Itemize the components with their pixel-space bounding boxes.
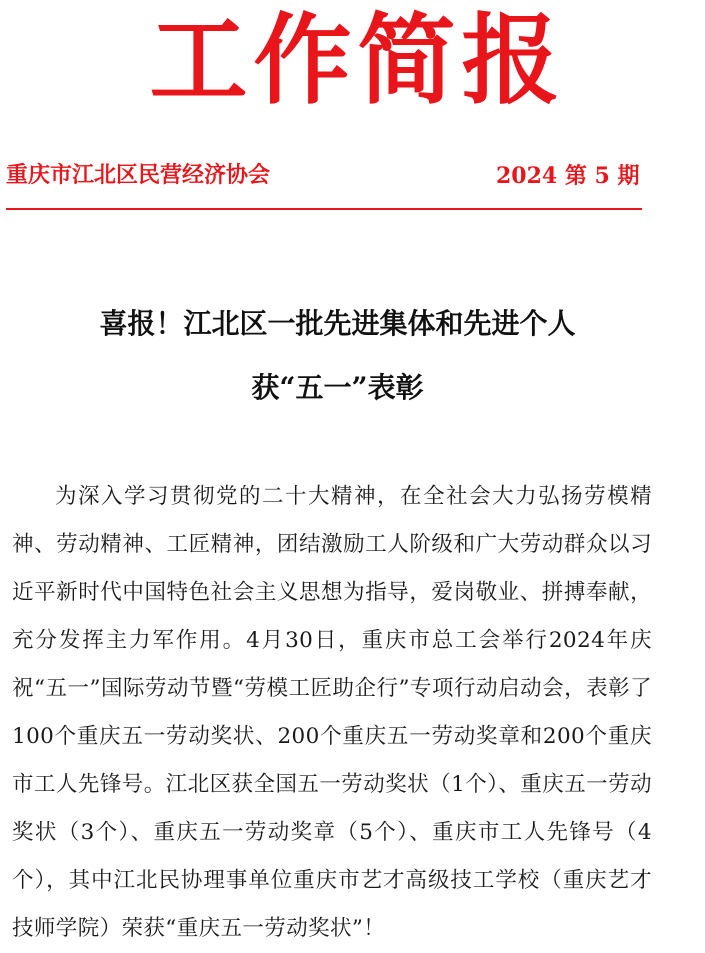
header-divider bbox=[6, 208, 642, 210]
article-headline-line-1: 喜报！江北区一批先进集体和先进个人 bbox=[99, 307, 576, 340]
article-body: 为深入学习贯彻党的二十大精神，在全社会大力弘扬劳模精神、劳动精神、工匠精神，团结激励工人阶级和广大劳动群众以习近平新时代中国特色社会主义思想为指导，爱岗敬业、拼搏奉献，充分发挥主力军作用。4月30日，重庆市总工会举行2024年庆祝“五一”国际劳动节暨“劳模工匠助企行”专项行动启动会，表彰了100个重庆五一劳动奖状、200个重庆五一劳动奖章和200个重庆市工人先锋号。江北区获全国五一劳动奖状（1个）、重庆五一劳动奖状（3个）、重庆五一劳动奖章（5个）、重庆市工人先锋号（4个），其中江北民协理事单位重庆市艺才高级技工学校（重庆艺才技师学院）荣获“重庆五一劳动奖状”！ bbox=[12, 484, 652, 941]
article-headline-line-2: 获“五一”表彰 bbox=[251, 371, 424, 404]
issue-number: 2024 第 5 期 bbox=[496, 163, 640, 189]
issuing-organization: 重庆市江北区民营经济协会 bbox=[6, 163, 271, 188]
newsletter-masthead: 工作简报 bbox=[149, 4, 566, 118]
